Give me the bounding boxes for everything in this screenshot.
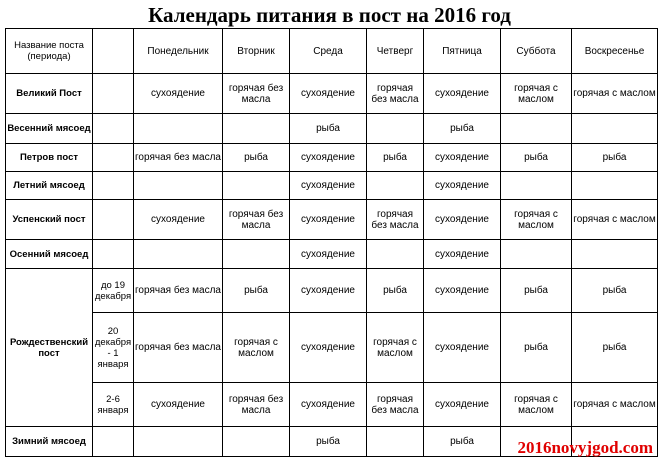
empty-cell [93,114,134,144]
table-row [6,383,658,427]
meal-cell: рыба [501,269,572,313]
meal-cell: сухоядение [424,383,501,427]
header-day: Среда [290,29,367,74]
meal-cell: рыба [367,144,424,172]
meal-cell: горячая с маслом [223,313,290,383]
fast-name: Рождественский пост [6,269,93,427]
meal-cell [367,427,424,457]
meal-cell: рыба [223,144,290,172]
meal-cell [501,240,572,269]
meal-cell [134,114,223,144]
meal-cell: горячая без масла [223,200,290,240]
meal-cell [223,240,290,269]
meal-cell: рыба [572,144,658,172]
meal-cell: горячая с маслом [501,74,572,114]
meal-cell: сухоядение [290,200,367,240]
header-subperiod [93,29,134,74]
table-row [6,144,658,172]
meal-cell: сухоядение [290,172,367,200]
meal-cell [572,240,658,269]
meal-cell: горячая без масла [223,383,290,427]
meal-cell: рыба [424,114,501,144]
meal-cell: горячая без масла [134,144,223,172]
meal-cell: горячая с маслом [501,200,572,240]
header-day: Суббота [501,29,572,74]
meal-cell: сухоядение [290,74,367,114]
meal-cell: сухоядение [134,200,223,240]
meal-cell [501,114,572,144]
meal-cell: горячая без масла [367,383,424,427]
meal-cell [134,240,223,269]
meal-cell: сухоядение [424,240,501,269]
meal-cell: сухоядение [290,269,367,313]
meal-cell: рыба [290,427,367,457]
meal-cell: сухоядение [424,269,501,313]
meal-cell: горячая без масла [367,74,424,114]
table-row [6,172,658,200]
meal-cell [572,172,658,200]
meal-cell: сухоядение [134,74,223,114]
meal-cell: горячая с маслом [572,74,658,114]
meal-cell: сухоядение [424,144,501,172]
meal-cell: рыба [424,427,501,457]
empty-cell [93,200,134,240]
header-day: Пятница [424,29,501,74]
header-day: Понедельник [134,29,223,74]
header-day: Воскресенье [572,29,658,74]
meal-cell: горячая без масла [134,269,223,313]
meal-cell: рыба [501,313,572,383]
meal-cell [367,240,424,269]
fast-name: Великий Пост [6,74,93,114]
table-row [6,313,658,383]
fast-name: Весенний мясоед [6,114,93,144]
meal-cell: горячая с маслом [572,383,658,427]
meal-cell: сухоядение [290,383,367,427]
fast-name: Зимний мясоед [6,427,93,457]
meal-cell: рыба [572,313,658,383]
meal-cell: горячая без масла [223,74,290,114]
meal-cell: сухоядение [290,313,367,383]
meal-cell [367,172,424,200]
meal-cell [223,427,290,457]
fast-name: Успенский пост [6,200,93,240]
fasting-calendar-table [5,28,658,457]
empty-cell [93,172,134,200]
meal-cell [223,172,290,200]
meal-cell: рыба [501,144,572,172]
meal-cell [223,114,290,144]
table-row [6,240,658,269]
meal-cell [134,427,223,457]
table-row [6,200,658,240]
sub-period: до 19 декабря [93,269,134,313]
page-title: Календарь питания в пост на 2016 год [148,3,511,27]
site-watermark: 2016novyjgod.com [517,438,653,457]
meal-cell: сухоядение [424,172,501,200]
empty-cell [93,144,134,172]
meal-cell: рыба [572,269,658,313]
meal-cell: рыба [290,114,367,144]
meal-cell: горячая с маслом [367,313,424,383]
meal-cell: рыба [367,269,424,313]
meal-cell: горячая без масла [134,313,223,383]
header-day: Четверг [367,29,424,74]
meal-cell: сухоядение [290,240,367,269]
empty-cell [93,427,134,457]
table-row [6,269,658,313]
header-row [6,29,658,74]
table-row [6,74,658,114]
meal-cell: сухоядение [134,383,223,427]
sub-period: 2-6 января [93,383,134,427]
meal-cell [134,172,223,200]
sub-period: 20 декабря - 1 января [93,313,134,383]
fast-name: Осенний мясоед [6,240,93,269]
header-day: Вторник [223,29,290,74]
fast-name: Петров пост [6,144,93,172]
header-period: Название поста (периода) [6,29,93,74]
meal-cell: сухоядение [290,144,367,172]
meal-cell: рыба [223,269,290,313]
meal-cell [367,114,424,144]
meal-cell: сухоядение [424,74,501,114]
meal-cell: сухоядение [424,313,501,383]
meal-cell [501,172,572,200]
fast-name: Летний мясоед [6,172,93,200]
meal-cell: сухоядение [424,200,501,240]
table-row [6,114,658,144]
meal-cell [572,114,658,144]
empty-cell [93,240,134,269]
empty-cell [93,74,134,114]
meal-cell: горячая с маслом [572,200,658,240]
meal-cell: горячая с маслом [501,383,572,427]
meal-cell: горячая без масла [367,200,424,240]
